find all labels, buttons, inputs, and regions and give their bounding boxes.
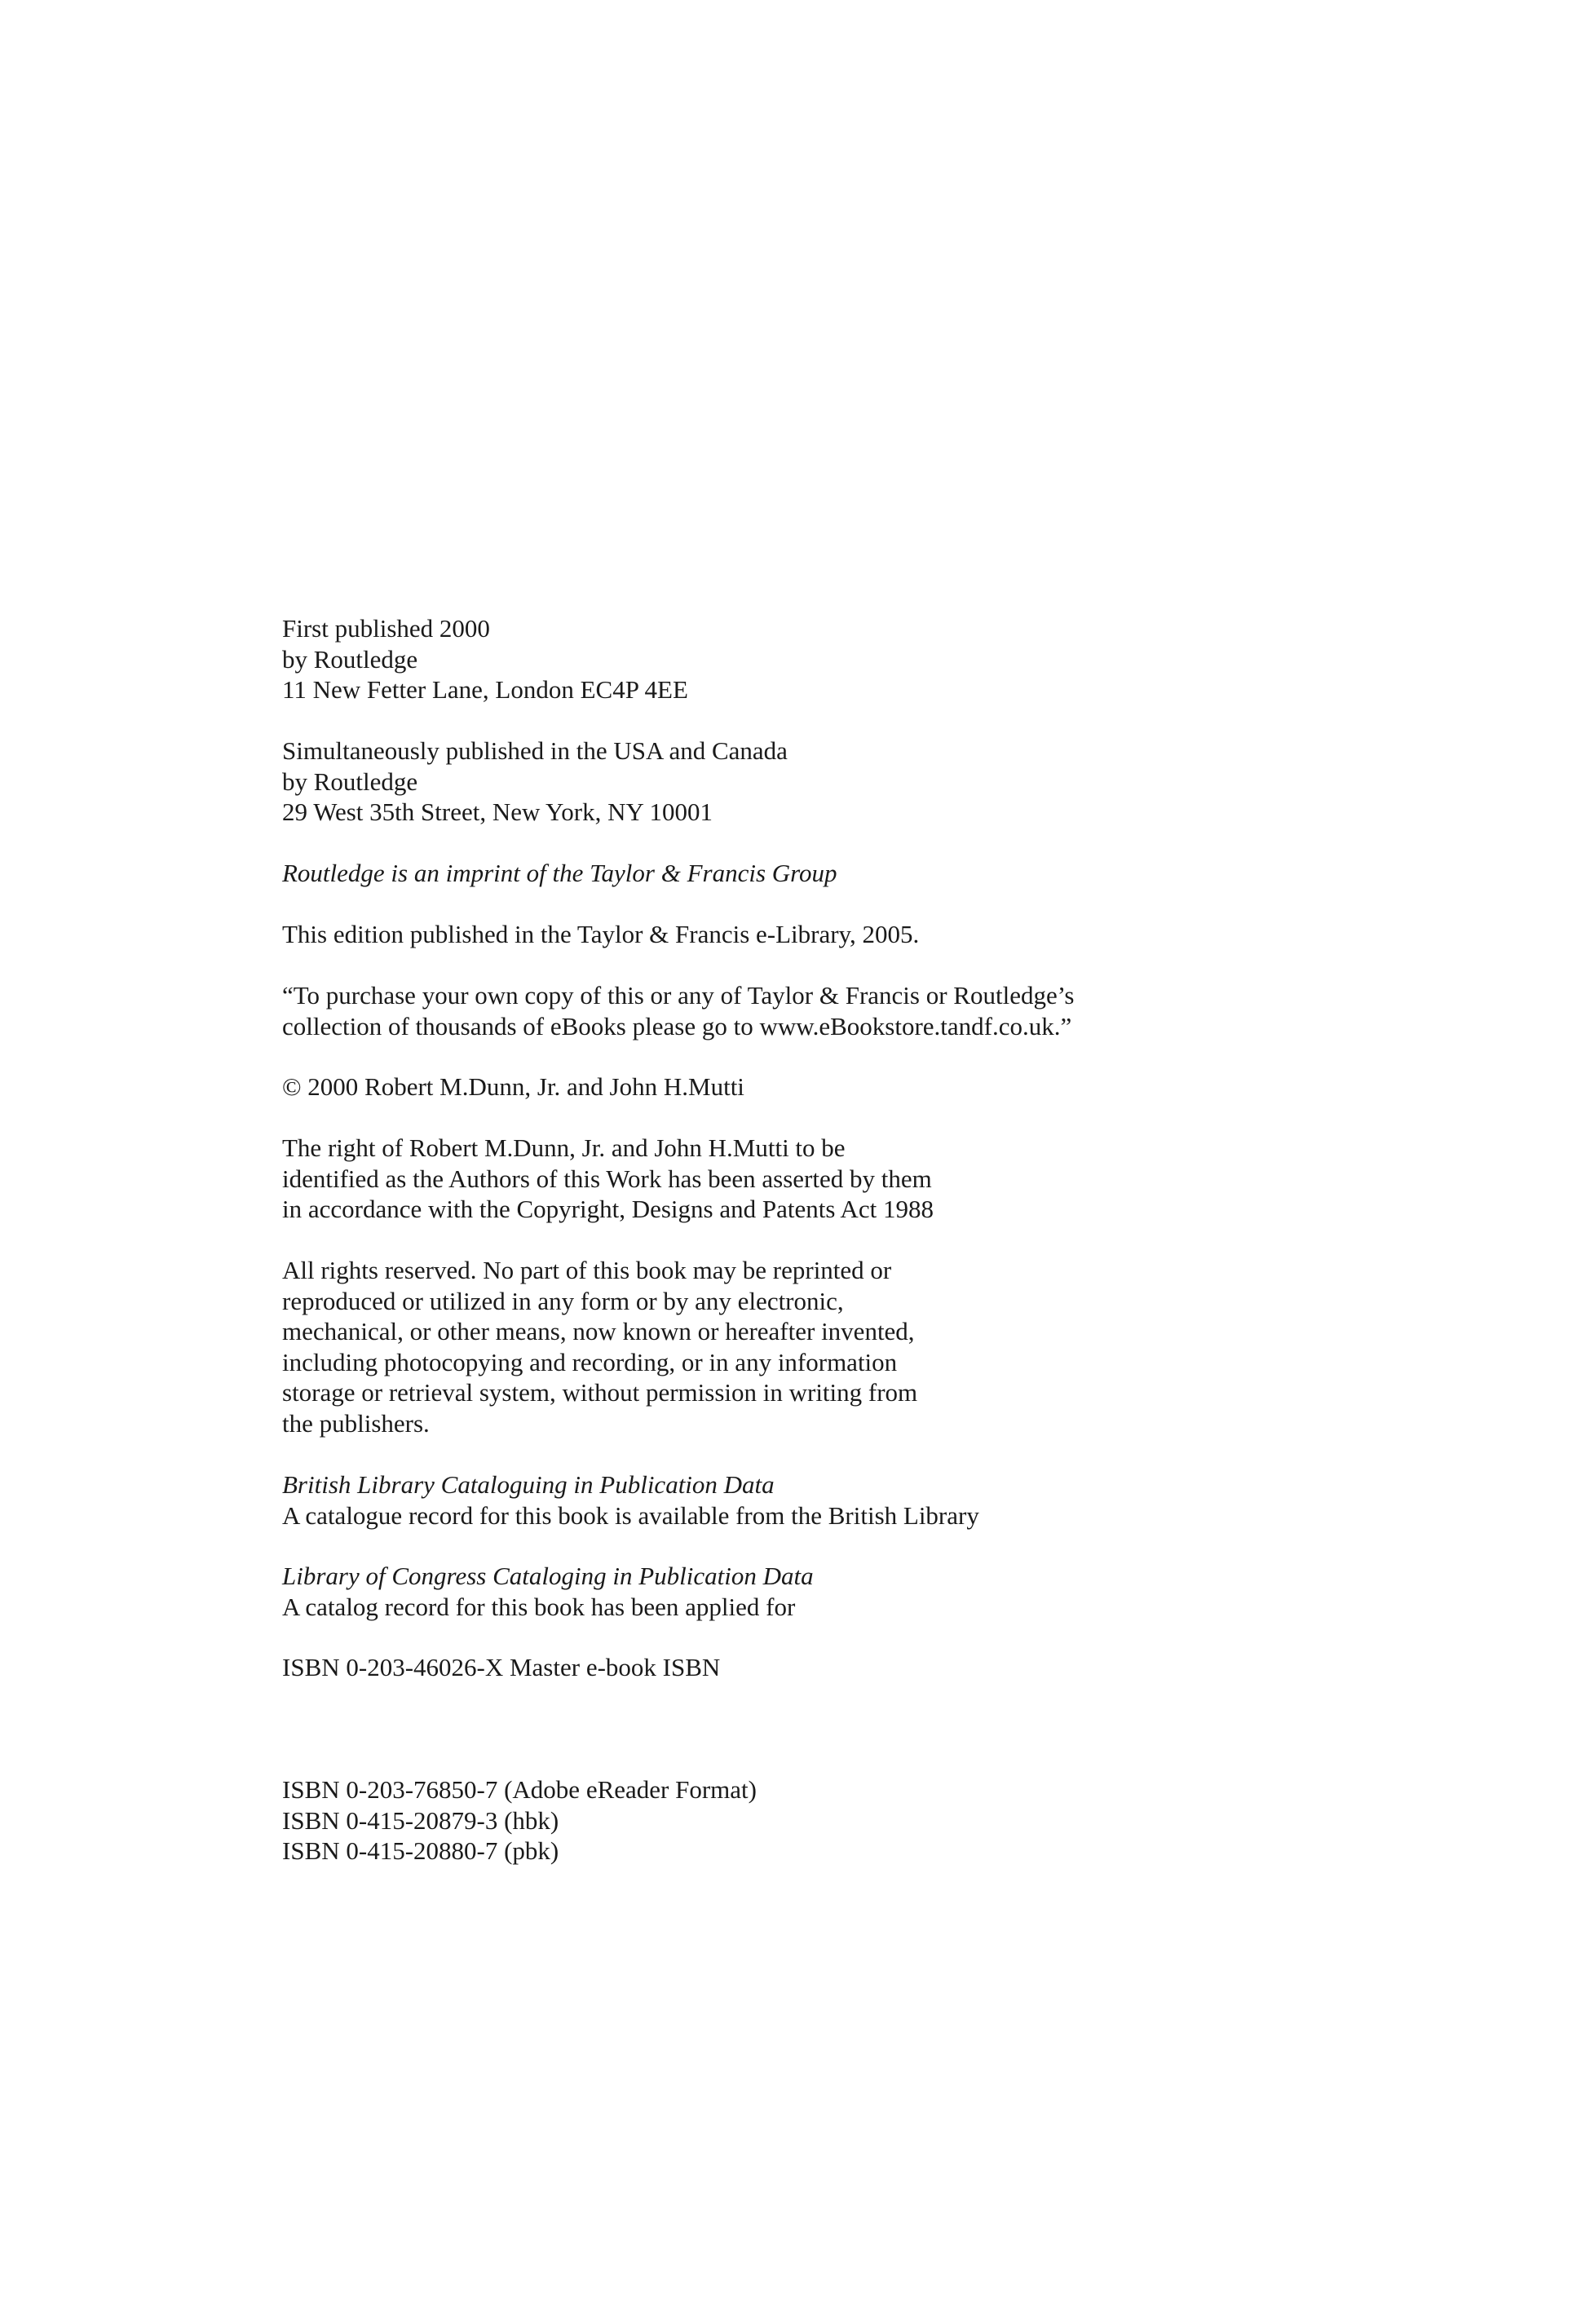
rights-line-2: identified as the Authors of this Work has been asserted by them bbox=[282, 1164, 932, 1193]
copyright-line: © 2000 Robert M.Dunn, Jr. and John H.Mutti bbox=[282, 1072, 744, 1101]
all-rights-line-2: reproduced or utilized in any form or by any electronic, bbox=[282, 1286, 844, 1315]
master-isbn bbox=[282, 1652, 1310, 1683]
publisher-address-line: 11 New Fetter Lane, London EC4P 4EE bbox=[282, 675, 688, 704]
all-rights-line-5: storage or retrieval system, without permission in writing from bbox=[282, 1378, 918, 1407]
isbn-list bbox=[282, 1774, 1310, 1867]
library-of-congress-text: A catalog record for this book has been applied for bbox=[282, 1592, 796, 1621]
us-publisher-address-line: 29 West 35th Street, New York, NY 10001 bbox=[282, 797, 713, 826]
all-rights-line-3: mechanical, or other means, now known or hereafter invented, bbox=[282, 1317, 915, 1345]
simultaneous-publication-block bbox=[282, 736, 1310, 828]
rights-line-1: The right of Robert M.Dunn, Jr. and John H.Mutti to be bbox=[282, 1133, 846, 1162]
british-library-text: A catalogue record for this book is available from the British Library bbox=[282, 1500, 979, 1530]
isbn-ereader-line: ISBN 0-203-76850-7 (Adobe eReader Format) bbox=[282, 1775, 757, 1804]
imprint-line: Routledge is an imprint of the Taylor & Francis Group bbox=[282, 859, 837, 887]
copyright-notice bbox=[282, 1071, 1310, 1102]
edition-note bbox=[282, 919, 1310, 950]
purchase-note bbox=[282, 980, 1310, 1041]
moral-rights-block bbox=[282, 1133, 1310, 1225]
library-of-congress-block bbox=[282, 1561, 1310, 1622]
isbn-pbk-line: ISBN 0-415-20880-7 (pbk) bbox=[282, 1836, 559, 1865]
british-library-heading: British Library Cataloguing in Publication Data bbox=[282, 1470, 775, 1499]
library-of-congress-heading: Library of Congress Cataloging in Publication Data bbox=[282, 1562, 814, 1590]
all-rights-line-6: the publishers. bbox=[282, 1408, 430, 1438]
rights-line-3: in accordance with the Copyright, Designs and Patents Act 1988 bbox=[282, 1195, 934, 1223]
master-isbn-line: ISBN 0-203-46026-X Master e-book ISBN bbox=[282, 1653, 721, 1681]
imprint-note bbox=[282, 858, 1310, 889]
purchase-line-2: collection of thousands of eBooks please go to www.eBookstore.tandf.co.uk.” bbox=[282, 1011, 1072, 1040]
simultaneous-line: Simultaneously published in the USA and Canada bbox=[282, 736, 788, 765]
publisher-line: by Routledge bbox=[282, 644, 418, 674]
first-published-block bbox=[282, 613, 1310, 705]
first-published-line: First published 2000 bbox=[282, 614, 490, 643]
purchase-line-1: “To purchase your own copy of this or any of Taylor & Francis or Routledge’s bbox=[282, 981, 1075, 1010]
us-publisher-line: by Routledge bbox=[282, 767, 418, 796]
isbn-hbk-line: ISBN 0-415-20879-3 (hbk) bbox=[282, 1805, 559, 1835]
all-rights-reserved-block bbox=[282, 1255, 1310, 1438]
edition-line: This edition published in the Taylor & Francis e-Library, 2005. bbox=[282, 920, 920, 948]
all-rights-line-4: including photocopying and recording, or in any information bbox=[282, 1347, 898, 1376]
all-rights-line-1: All rights reserved. No part of this book may be reprinted or bbox=[282, 1256, 892, 1284]
british-library-block bbox=[282, 1469, 1310, 1531]
